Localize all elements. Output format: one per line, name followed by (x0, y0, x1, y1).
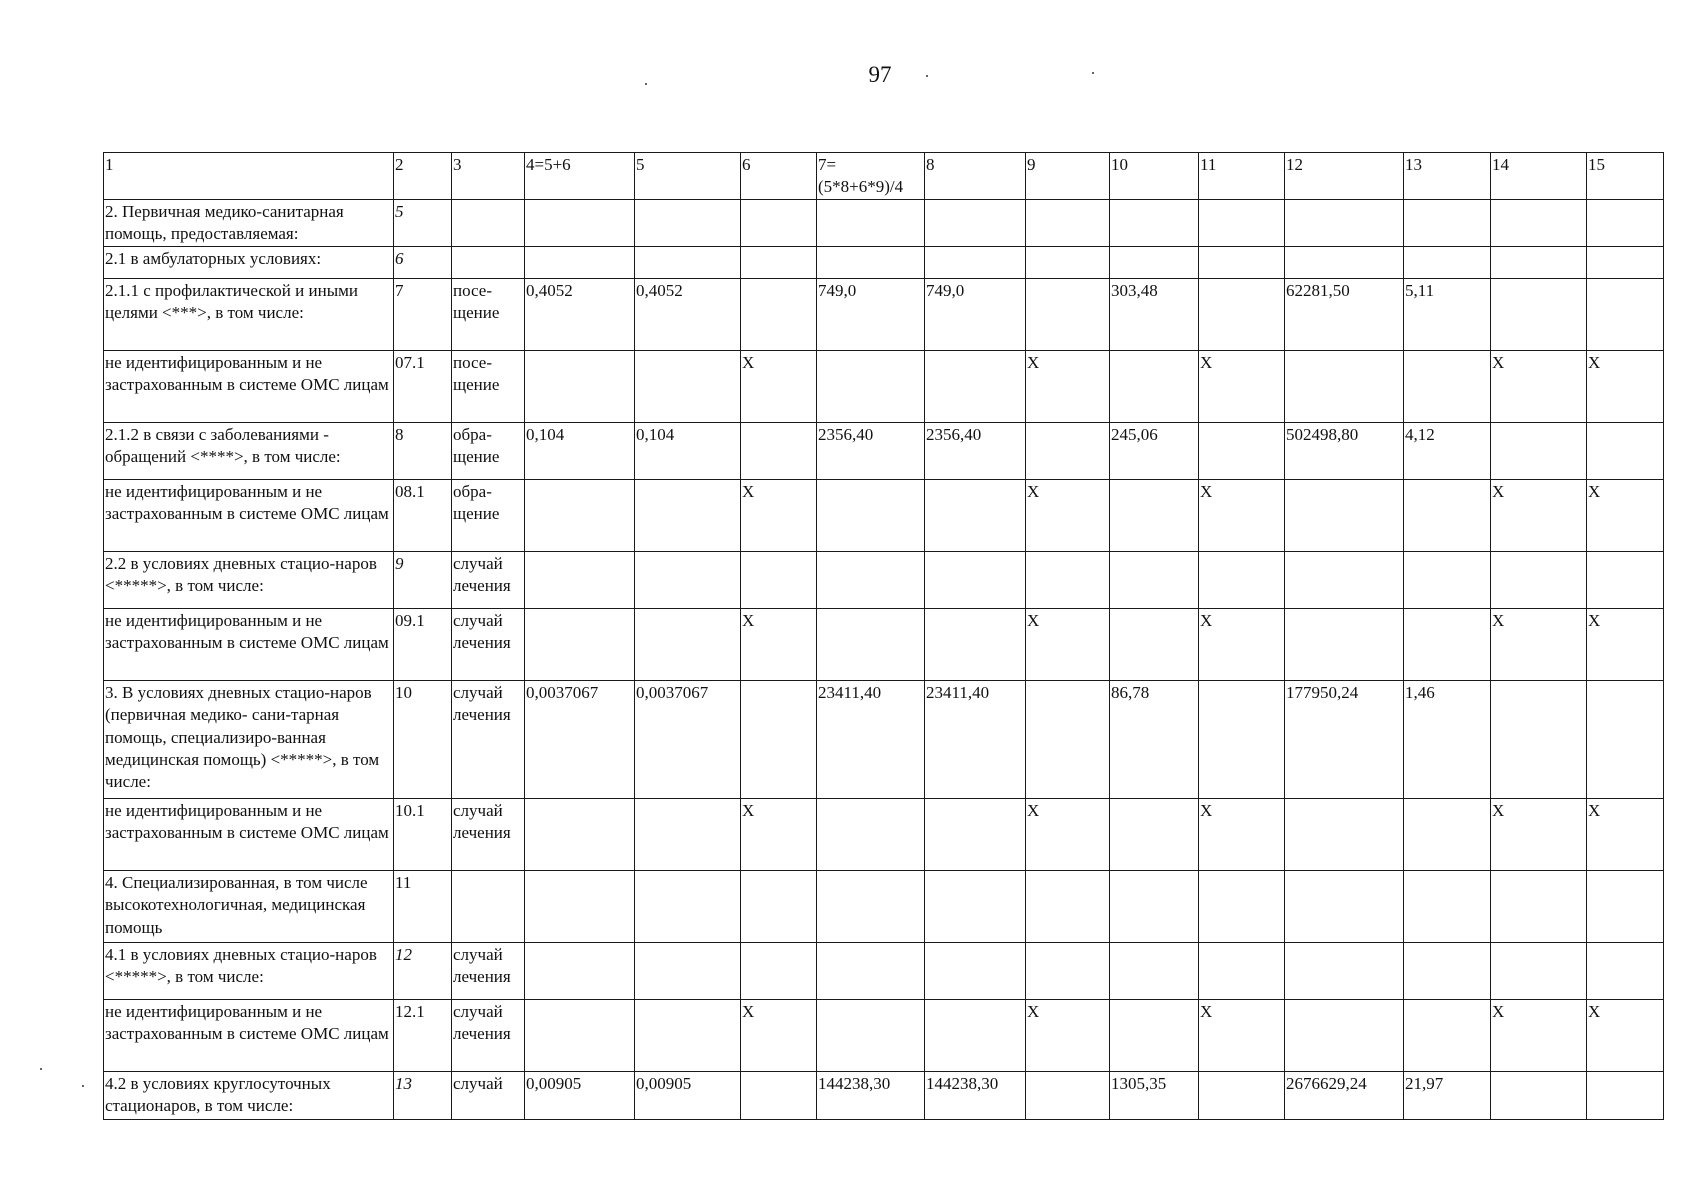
table-row (104, 423, 1664, 480)
header-cell: 8 (925, 153, 1026, 200)
table-cell: X (741, 799, 817, 871)
table-cell: не идентифицированным и не застрахованным в системе ОМС лицам (104, 351, 394, 423)
table-cell (1026, 871, 1110, 943)
table-body (104, 153, 1664, 1120)
table-cell (1199, 681, 1285, 799)
table-cell: 4.2 в условиях круглосуточных стационаров, в том числе: (104, 1072, 394, 1119)
table-row (104, 799, 1664, 871)
table-cell (1026, 200, 1110, 247)
header-row (104, 153, 1664, 200)
table-cell (1110, 871, 1199, 943)
header-cell: 15 (1587, 153, 1664, 200)
table-cell: случай лечения (452, 799, 525, 871)
table-cell: 8 (394, 423, 452, 480)
header-cell: 10 (1110, 153, 1199, 200)
table-cell (525, 609, 635, 681)
table-cell: посе- щение (452, 351, 525, 423)
table-cell (1491, 200, 1587, 247)
table-cell: 4.1 в условиях дневных стацио-наров <*****>, в том числе: (104, 943, 394, 1000)
table-cell (1110, 609, 1199, 681)
table-row (104, 279, 1664, 351)
table-cell (1110, 799, 1199, 871)
table-cell: X (1491, 1000, 1587, 1072)
table-cell: не идентифицированным и не застрахованным в системе ОМС лицам (104, 609, 394, 681)
table-cell (1199, 423, 1285, 480)
table-cell (925, 1000, 1026, 1072)
table-cell: 9 (394, 552, 452, 609)
table-cell (635, 351, 741, 423)
table-cell: X (1491, 609, 1587, 681)
table-cell: 08.1 (394, 480, 452, 552)
table-cell: 749,0 (925, 279, 1026, 351)
table-cell (1587, 943, 1664, 1000)
table-row (104, 609, 1664, 681)
table-cell (635, 200, 741, 247)
table-cell: X (1199, 351, 1285, 423)
header-cell: 3 (452, 153, 525, 200)
table-cell: X (1587, 799, 1664, 871)
table-cell (525, 200, 635, 247)
table-cell (1587, 200, 1664, 247)
table-cell: 10 (394, 681, 452, 799)
table-cell: 23411,40 (925, 681, 1026, 799)
table-cell (1404, 480, 1491, 552)
table-cell (635, 943, 741, 1000)
table-cell: X (1199, 1000, 1285, 1072)
table-cell: 62281,50 (1285, 279, 1404, 351)
table-cell (1285, 943, 1404, 1000)
table-cell (1404, 871, 1491, 943)
table-cell: 3. В условиях дневных стацио-наров (первичная медико- сани-тарная помощь, специализиро-ванная медицинская помощь) <*****>, в том числе: (104, 681, 394, 799)
table-cell: 0,4052 (525, 279, 635, 351)
table-cell (452, 247, 525, 279)
table-cell (1491, 247, 1587, 279)
table-cell (925, 247, 1026, 279)
table-cell (635, 799, 741, 871)
table-row (104, 200, 1664, 247)
table-cell (1199, 552, 1285, 609)
table-cell: 6 (394, 247, 452, 279)
table-cell (741, 681, 817, 799)
table-cell: 245,06 (1110, 423, 1199, 480)
table-cell (925, 943, 1026, 1000)
table-cell (1199, 200, 1285, 247)
table-row (104, 1000, 1664, 1072)
table-cell: 0,0037067 (635, 681, 741, 799)
scan-speck (40, 1068, 42, 1070)
scan-speck (1092, 72, 1094, 74)
table-cell: 144238,30 (817, 1072, 925, 1119)
table-cell (1199, 1072, 1285, 1119)
table-cell (1491, 943, 1587, 1000)
table-cell: не идентифицированным и не застрахованным в системе ОМС лицам (104, 1000, 394, 1072)
table-cell (635, 552, 741, 609)
table-cell: 177950,24 (1285, 681, 1404, 799)
table-cell (1285, 552, 1404, 609)
table-cell (1110, 552, 1199, 609)
header-cell: 7= (5*8+6*9)/4 (817, 153, 925, 200)
table-cell: X (1199, 480, 1285, 552)
table-cell (741, 200, 817, 247)
table-cell (1199, 943, 1285, 1000)
table-cell (1110, 200, 1199, 247)
table-cell (741, 871, 817, 943)
table-cell (1110, 351, 1199, 423)
table-cell: 12 (394, 943, 452, 1000)
page-number: 97 (868, 62, 892, 87)
table-cell: 11 (394, 871, 452, 943)
header-cell: 5 (635, 153, 741, 200)
table-cell: случай лечения (452, 943, 525, 1000)
table-cell (1026, 681, 1110, 799)
table-cell (1026, 552, 1110, 609)
table-cell (1026, 423, 1110, 480)
table-cell: 2356,40 (925, 423, 1026, 480)
table-cell: X (741, 1000, 817, 1072)
scan-speck (645, 83, 647, 85)
table-cell (1587, 871, 1664, 943)
table-cell (741, 943, 817, 1000)
table-cell (452, 200, 525, 247)
table-cell (741, 247, 817, 279)
table-cell: 2356,40 (817, 423, 925, 480)
table-cell (1404, 609, 1491, 681)
table-cell: 0,0037067 (525, 681, 635, 799)
table-cell: 0,4052 (635, 279, 741, 351)
header-cell: 12 (1285, 153, 1404, 200)
table-cell: X (1026, 1000, 1110, 1072)
table-cell (1491, 423, 1587, 480)
table-cell: 13 (394, 1072, 452, 1119)
table-cell: 2.2 в условиях дневных стацио-наров <*****>, в том числе: (104, 552, 394, 609)
table-cell: X (741, 351, 817, 423)
table-cell (817, 480, 925, 552)
table-cell (1285, 871, 1404, 943)
table-cell (635, 247, 741, 279)
header-cell: 6 (741, 153, 817, 200)
table-cell (741, 1072, 817, 1119)
table-cell (817, 1000, 925, 1072)
table-cell: случай лечения (452, 681, 525, 799)
table-cell (817, 799, 925, 871)
table-cell (1110, 247, 1199, 279)
table-cell (741, 423, 817, 480)
table-cell: 4. Специализированная, в том числе высокотехнологичная, медицинская помощь (104, 871, 394, 943)
table-cell (1404, 200, 1491, 247)
table-cell: 4,12 (1404, 423, 1491, 480)
header-cell: 14 (1491, 153, 1587, 200)
table-cell: 0,104 (635, 423, 741, 480)
table-cell: 502498,80 (1285, 423, 1404, 480)
table-cell (741, 552, 817, 609)
table-cell (817, 609, 925, 681)
table-cell: 86,78 (1110, 681, 1199, 799)
table-cell (635, 871, 741, 943)
table-cell: 1305,35 (1110, 1072, 1199, 1119)
table-cell (525, 943, 635, 1000)
table-cell: 0,00905 (525, 1072, 635, 1119)
table-cell (817, 247, 925, 279)
table-cell: X (1491, 799, 1587, 871)
table-cell (925, 351, 1026, 423)
table-cell (1026, 1072, 1110, 1119)
table-cell (1587, 279, 1664, 351)
table-row (104, 1072, 1664, 1119)
header-cell: 11 (1199, 153, 1285, 200)
header-cell: 4=5+6 (525, 153, 635, 200)
table-cell: X (1026, 609, 1110, 681)
table-cell: случай лечения (452, 1000, 525, 1072)
table-cell (1404, 552, 1491, 609)
table-cell: 2. Первичная медико-санитарная помощь, предоставляемая: (104, 200, 394, 247)
table-cell: 2676629,24 (1285, 1072, 1404, 1119)
table-cell (1491, 681, 1587, 799)
table-cell: X (1199, 609, 1285, 681)
table-cell (1285, 247, 1404, 279)
table-cell: X (1587, 609, 1664, 681)
table-cell (525, 480, 635, 552)
table-cell: не идентифицированным и не застрахованным в системе ОМС лицам (104, 480, 394, 552)
header-cell: 13 (1404, 153, 1491, 200)
table-cell (1199, 871, 1285, 943)
table-cell: 12.1 (394, 1000, 452, 1072)
table-cell: X (1587, 351, 1664, 423)
table-cell (817, 943, 925, 1000)
table-row (104, 943, 1664, 1000)
table-cell (452, 871, 525, 943)
table-cell: 23411,40 (817, 681, 925, 799)
table-cell (1285, 351, 1404, 423)
table-cell: 0,104 (525, 423, 635, 480)
table-cell (925, 799, 1026, 871)
table-cell: посе- щение (452, 279, 525, 351)
table-cell (1491, 871, 1587, 943)
header-cell: 1 (104, 153, 394, 200)
table-cell (525, 552, 635, 609)
table-cell: 7 (394, 279, 452, 351)
table-cell: обра- щение (452, 480, 525, 552)
table-cell (817, 552, 925, 609)
table-cell (817, 871, 925, 943)
table-cell (1110, 943, 1199, 1000)
table-cell (1285, 1000, 1404, 1072)
table-cell: X (1026, 799, 1110, 871)
table-cell (635, 480, 741, 552)
table-cell: 144238,30 (925, 1072, 1026, 1119)
table-cell: 21,97 (1404, 1072, 1491, 1119)
table-cell: 303,48 (1110, 279, 1199, 351)
table-cell: 5 (394, 200, 452, 247)
table-cell: X (1026, 480, 1110, 552)
table-cell: 10.1 (394, 799, 452, 871)
table-cell (1404, 799, 1491, 871)
table-cell (1026, 247, 1110, 279)
table-cell (1199, 247, 1285, 279)
table-cell: 5,11 (1404, 279, 1491, 351)
scan-speck (926, 75, 928, 77)
table-cell (525, 247, 635, 279)
table-cell: 749,0 (817, 279, 925, 351)
table-cell (1404, 247, 1491, 279)
table-cell (1491, 552, 1587, 609)
table-cell (1199, 279, 1285, 351)
table-cell: 1,46 (1404, 681, 1491, 799)
table-cell (1587, 247, 1664, 279)
table-cell (1404, 943, 1491, 1000)
table-cell (525, 351, 635, 423)
table-cell (1285, 480, 1404, 552)
table-row (104, 871, 1664, 943)
table-cell (817, 351, 925, 423)
table-cell (1285, 200, 1404, 247)
table-cell (1285, 799, 1404, 871)
table-cell: X (1587, 1000, 1664, 1072)
table-cell (1587, 552, 1664, 609)
table-cell: X (1587, 480, 1664, 552)
table-cell (925, 552, 1026, 609)
table-cell (741, 279, 817, 351)
table-cell (1491, 1072, 1587, 1119)
table-cell: случай (452, 1072, 525, 1119)
cost-table (103, 152, 1664, 1120)
table-cell: обра- щение (452, 423, 525, 480)
header-cell: 2 (394, 153, 452, 200)
table-cell (1110, 1000, 1199, 1072)
table-cell: X (1199, 799, 1285, 871)
table-cell: X (741, 480, 817, 552)
table-cell: 2.1.2 в связи с заболеваниями - обращений <****>, в том числе: (104, 423, 394, 480)
table-cell: 0,00905 (635, 1072, 741, 1119)
table-cell (1404, 351, 1491, 423)
table-cell (525, 871, 635, 943)
table-cell: случай лечения (452, 552, 525, 609)
table-cell (1587, 1072, 1664, 1119)
table-row (104, 681, 1664, 799)
table-cell (925, 200, 1026, 247)
table-cell (925, 609, 1026, 681)
table-cell: 2.1 в амбулаторных условиях: (104, 247, 394, 279)
table-cell: X (741, 609, 817, 681)
table-cell: 07.1 (394, 351, 452, 423)
table-cell (635, 1000, 741, 1072)
table-cell (1285, 609, 1404, 681)
table-cell (1026, 943, 1110, 1000)
table-cell (525, 799, 635, 871)
scan-speck (82, 1085, 84, 1087)
table-cell: 09.1 (394, 609, 452, 681)
table-cell (635, 609, 741, 681)
header-cell: 9 (1026, 153, 1110, 200)
table-cell (1110, 480, 1199, 552)
table-cell (925, 480, 1026, 552)
table-row (104, 480, 1664, 552)
table-row (104, 247, 1664, 279)
table-cell (1587, 681, 1664, 799)
table-cell: X (1491, 351, 1587, 423)
table-cell (925, 871, 1026, 943)
table-cell (1587, 423, 1664, 480)
table-cell: 2.1.1 с профилактической и иными целями <***>, в том числе: (104, 279, 394, 351)
table-cell: X (1026, 351, 1110, 423)
table-row (104, 552, 1664, 609)
table-cell (1491, 279, 1587, 351)
table-cell (1404, 1000, 1491, 1072)
table-row (104, 351, 1664, 423)
table-cell (1026, 279, 1110, 351)
table-cell (525, 1000, 635, 1072)
table-cell: X (1491, 480, 1587, 552)
table-cell (817, 200, 925, 247)
table-cell: случай лечения (452, 609, 525, 681)
table-cell: не идентифицированным и не застрахованным в системе ОМС лицам (104, 799, 394, 871)
